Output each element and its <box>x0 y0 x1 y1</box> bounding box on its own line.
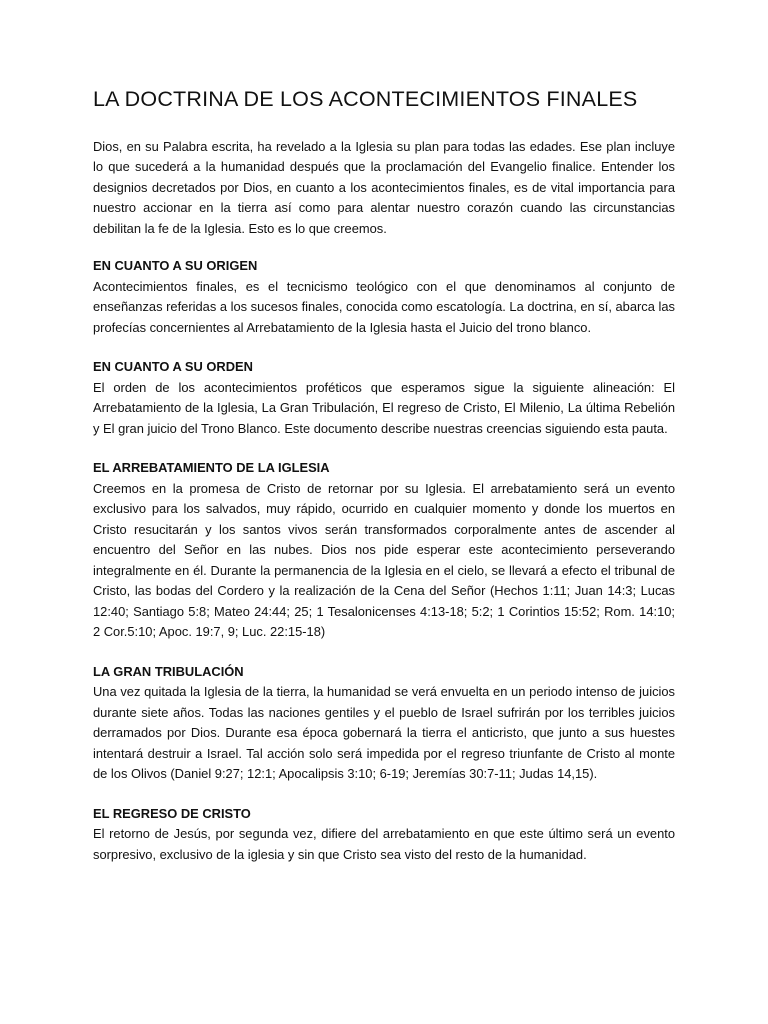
section-heading: LA GRAN TRIBULACIÓN <box>93 663 244 679</box>
section-body: El orden de los acontecimientos proféticos que esperamos sigue la siguiente alineación: El Arrebatamiento de la Iglesia, La Gran Tribulación, El regreso de Cristo, El Milenio, La última Rebelión y El gran juicio del Trono Blanco. Este documento describe nuestras creencias siguiendo esta pauta. <box>93 379 675 436</box>
section-body: Creemos en la promesa de Cristo de retornar por su Iglesia. El arrebatamiento será un evento exclusivo para los salvados, muy rápido, ocurrido en cualquier momento y donde los muertos en Cristo resucitarán y los santos vivos serán transformados corporalmente antes de ascender al encuentro del Señor en las nubes. Dios nos pide esperar este acontecimiento perseverando integralmente en él. Durante la permanencia de la Iglesia en el cielo, se llevará a efecto el tribunal de Cristo, las bodas del Cordero y la realización de la Cena del Señor (Hechos 1:11; Juan 14:3; Lucas 12:40; Santiago 5:8; Mateo 24:44; 25; 1 Tesalonicenses 4:13-18; 5:2; 1 Corintios 15:52; Rom. 14:10; 2 Cor.5:10; Apoc. 19:7, 9; Luc. 22:15-18) <box>93 480 675 640</box>
section-rapture <box>93 458 675 643</box>
document-title: LA DOCTRINA DE LOS ACONTECIMIENTOS FINALES <box>93 87 638 111</box>
section-body: Una vez quitada la Iglesia de la tierra, la humanidad se verá envuelta en un periodo intenso de juicios durante siete años. Todas las naciones gentiles y el pueblo de Israel sufrirán por los terribles juicios derramados por Dios. Durante esa época gobernará la tierra el anticristo, que junto a sus huestes intentará destruir a Israel. Tal acción solo será impedida por el regreso triunfante de Cristo al monte de los Olivos (Daniel 9:27; 12:1; Apocalipsis 3:10; 6-19; Jeremías 30:7-11; Judas 14,15). <box>93 684 675 782</box>
section-order <box>93 357 675 439</box>
section-heading: EN CUANTO A SU ORIGEN <box>93 258 258 274</box>
section-body: El retorno de Jesús, por segunda vez, difiere del arrebatamiento en que este último será un evento sorpresivo, exclusivo de la iglesia y sin que Cristo sea visto del resto de la humanidad. <box>93 826 675 862</box>
document-page <box>93 86 675 884</box>
section-heading: EN CUANTO A SU ORDEN <box>93 359 253 375</box>
section-body: Acontecimientos finales, es el tecnicismo teológico con el que denominamos al conjunto de enseñanzas referidas a los sucesos finales, conocida como escatología. La doctrina, en sí, abarca las profecías concernientes al Arrebatamiento de la Iglesia hasta el Juicio del trono blanco. <box>93 278 675 335</box>
section-heading: EL ARREBATAMIENTO DE LA IGLESIA <box>93 460 330 476</box>
section-origin <box>93 256 675 338</box>
section-tribulation <box>93 662 675 785</box>
section-return <box>93 804 675 866</box>
intro-paragraph: Dios, en su Palabra escrita, ha revelado a la Iglesia su plan para todas las edades. Ese plan incluye lo que sucederá a la humanidad después que la proclamación del Evangelio finalice. Entender los designios decretados por Dios, en cuanto a los acontecimientos finales, es de vital importancia para nuestro accionar en la tierra así como para alentar nuestro corazón cuando las circunstancias debilitan la fe de la Iglesia. Esto es lo que creemos. <box>93 138 675 236</box>
section-heading: EL REGRESO DE CRISTO <box>93 805 251 821</box>
